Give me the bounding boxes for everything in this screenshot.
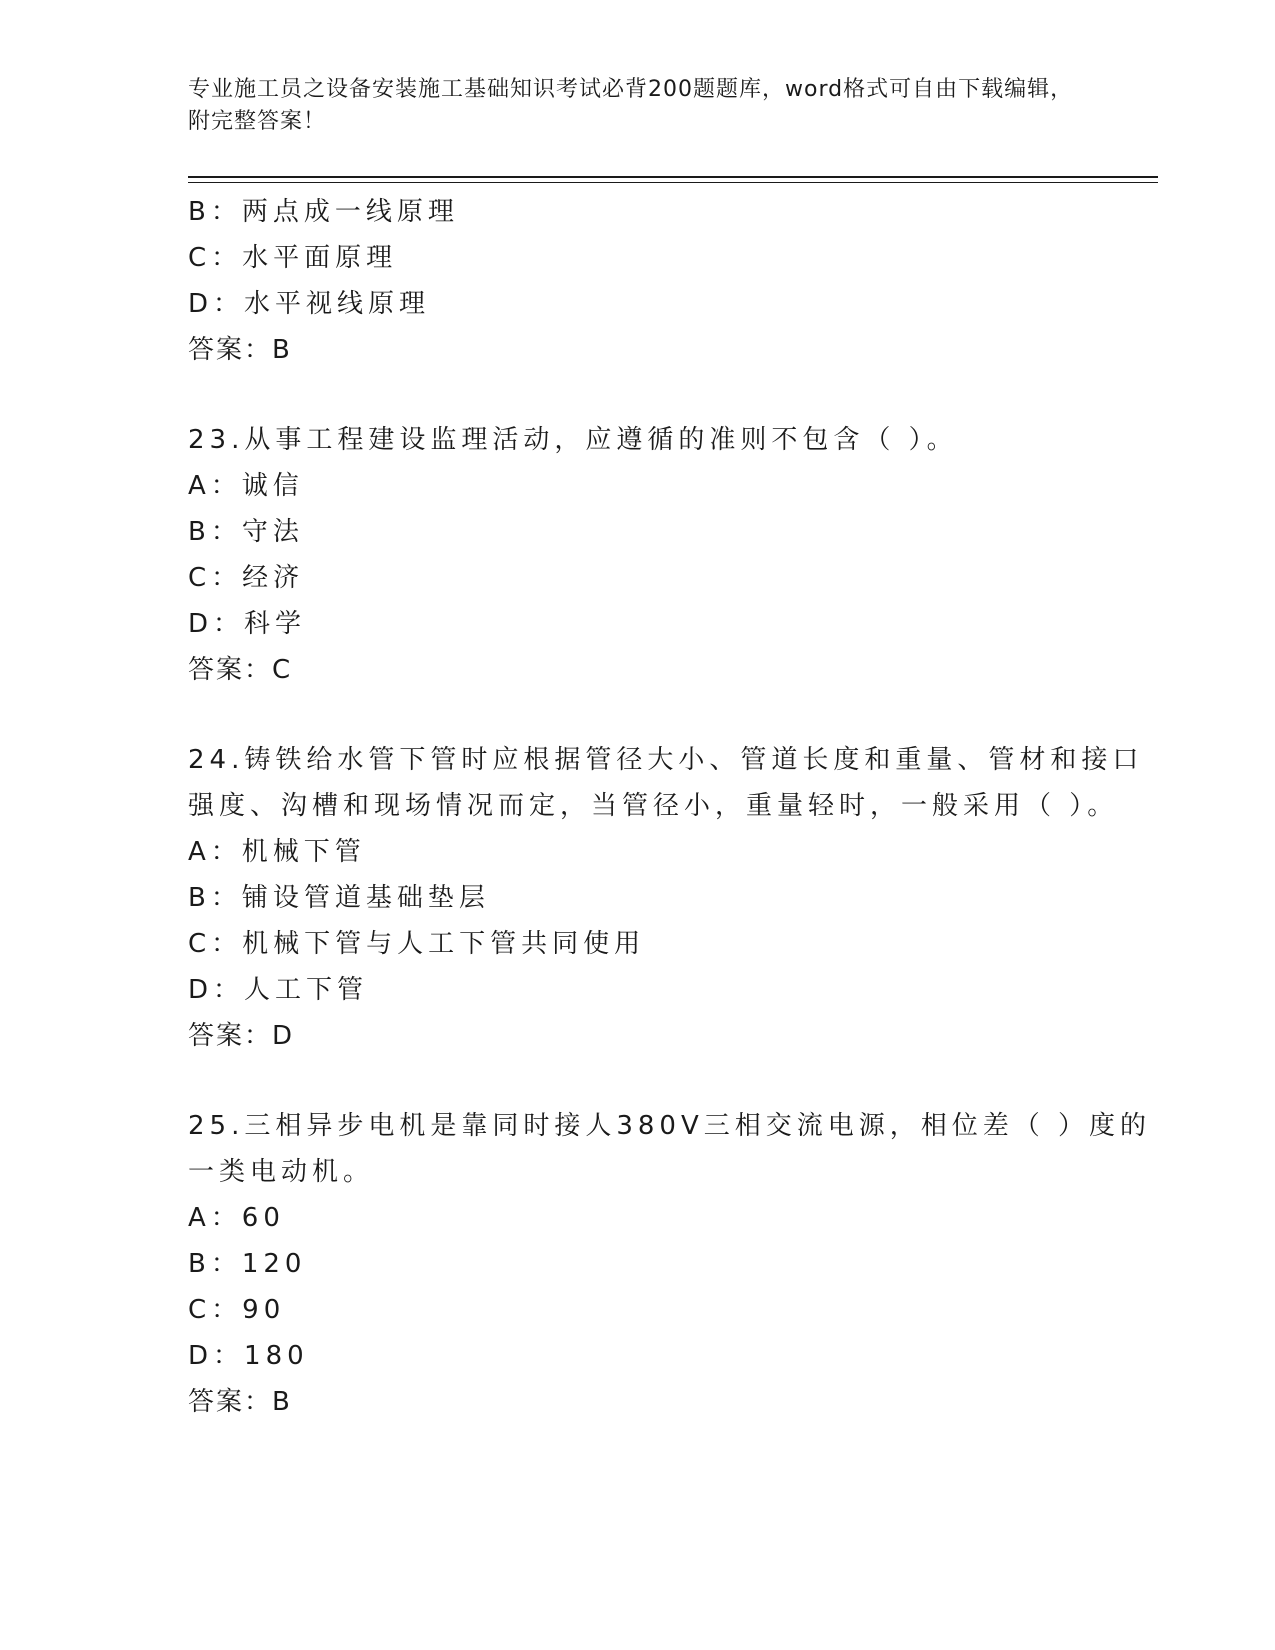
option-b: B：两点成一线原理 [188,197,459,227]
option-d: D：科学 [188,609,307,639]
document-header: 专业施工员之设备安装施工基础知识考试必背200题题库，word格式可自由下载编辑，附完整答案！ [188,77,1074,134]
option-a: A：60 [188,1203,285,1233]
option-d: D：人工下管 [188,975,369,1005]
option-b: B：铺设管道基础垫层 [188,883,490,913]
spacer [188,693,1088,737]
option-a: A：机械下管 [188,837,366,867]
option-c: C：机械下管与人工下管共同使用 [188,929,646,959]
spacer [188,1059,1088,1103]
header-rule-thin [188,182,1158,183]
question-25-text: 25.三相异步电机是靠同时接人380V三相交流电源，相位差（ ）度的 [188,1111,1152,1141]
option-d: D：水平视线原理 [188,289,431,319]
question-25-text-cont: 一类电动机。 [188,1157,375,1187]
question-list [188,189,1152,1425]
option-c: C：经济 [188,563,305,593]
option-b: B：守法 [188,517,304,547]
option-c: C：90 [188,1295,286,1325]
question-23-text: 23.从事工程建设监理活动，应遵循的准则不包含（ ）。 [188,425,958,455]
question-24-text-cont: 强度、沟槽和现场情况而定，当管径小，重量轻时，一般采用（ ）。 [188,791,1119,821]
answer-line: 答案：D [188,1021,295,1051]
question-24-text: 24.铸铁给水管下管时应根据管径大小、管道长度和重量、管材和接口 [188,745,1144,775]
option-b: B：120 [188,1249,307,1279]
answer-line: 答案：C [188,655,293,685]
option-c: C：水平面原理 [188,243,398,273]
option-d: D：180 [188,1341,309,1371]
option-a: A：诚信 [188,471,304,501]
answer-line: 答案：B [188,1387,292,1417]
header-rule-thick [188,176,1158,178]
answer-line: 答案：B [188,335,292,365]
spacer [188,373,1088,417]
